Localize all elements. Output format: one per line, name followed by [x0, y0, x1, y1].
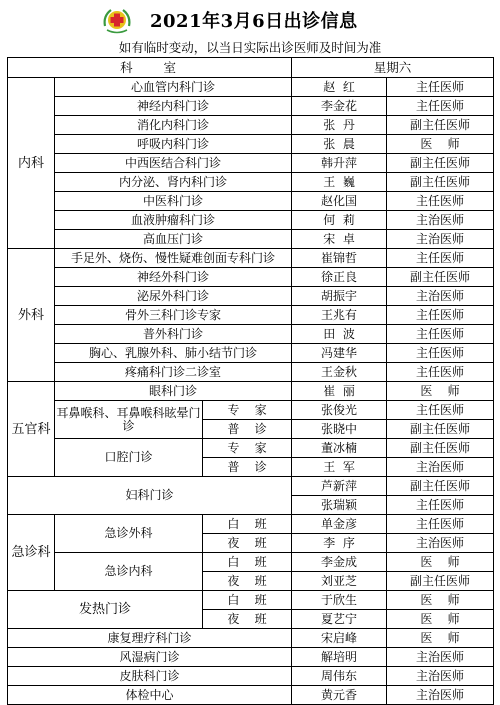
doctor-name: 张 晨 — [292, 135, 387, 154]
table-row — [8, 249, 494, 268]
clinic-type: 普 诊 — [203, 458, 292, 477]
doctor-title: 主治医师 — [387, 667, 494, 686]
table-row — [8, 230, 494, 249]
clinic-name: 皮肤科门诊 — [8, 667, 292, 686]
table-row — [8, 325, 494, 344]
shift-label: 白 班 — [203, 515, 292, 534]
doctor-title: 主治医师 — [387, 686, 494, 705]
doctor-name: 宋启峰 — [292, 629, 387, 648]
group-label: 五官科 — [8, 382, 55, 477]
doctor-title: 医 师 — [387, 553, 494, 572]
doctor-name: 冯建华 — [292, 344, 387, 363]
table-row — [8, 401, 494, 420]
doctor-title: 医 师 — [387, 382, 494, 401]
doctor-name: 张俊光 — [292, 401, 387, 420]
doctor-name: 黄元香 — [292, 686, 387, 705]
doctor-title: 副主任医师 — [387, 268, 494, 287]
clinic-name: 风湿病门诊 — [8, 648, 292, 667]
doctor-title: 副主任医师 — [387, 420, 494, 439]
day-header: 星期六 — [292, 58, 494, 78]
doctor-name: 胡振宇 — [292, 287, 387, 306]
clinic-name: 心血管内科门诊 — [55, 78, 292, 97]
doctor-title: 主治医师 — [387, 648, 494, 667]
doctor-name: 刘亚芝 — [292, 572, 387, 591]
table-row — [8, 553, 494, 572]
shift-label: 夜 班 — [203, 610, 292, 629]
table-row — [8, 268, 494, 287]
clinic-name: 急诊内科 — [55, 553, 203, 591]
table-row — [8, 192, 494, 211]
doctor-name: 王金秋 — [292, 363, 387, 382]
clinic-name: 康复理疗科门诊 — [8, 629, 292, 648]
doctor-title: 副主任医师 — [387, 477, 494, 496]
clinic-name: 呼吸内科门诊 — [55, 135, 292, 154]
doctor-title: 主任医师 — [387, 515, 494, 534]
doctor-name: 徐正良 — [292, 268, 387, 287]
doctor-title: 主任医师 — [387, 401, 494, 420]
table-row — [8, 173, 494, 192]
doctor-title: 医 师 — [387, 610, 494, 629]
table-row — [8, 382, 494, 401]
clinic-name: 体检中心 — [8, 686, 292, 705]
doctor-title: 副主任医师 — [387, 173, 494, 192]
shift-label: 白 班 — [203, 553, 292, 572]
table-row — [8, 515, 494, 534]
table-row — [8, 97, 494, 116]
doctor-name: 解培明 — [292, 648, 387, 667]
clinic-name: 骨外三科门诊专家 — [55, 306, 292, 325]
table-row — [8, 686, 494, 705]
clinic-name: 中医科门诊 — [55, 192, 292, 211]
shift-label: 夜 班 — [203, 572, 292, 591]
clinic-name: 口腔门诊 — [55, 439, 203, 477]
table-header-row — [8, 58, 494, 78]
doctor-name: 张晓中 — [292, 420, 387, 439]
doctor-name: 韩升萍 — [292, 154, 387, 173]
doctor-name: 单金彦 — [292, 515, 387, 534]
clinic-type: 专 家 — [203, 439, 292, 458]
table-row — [8, 116, 494, 135]
table-row — [8, 667, 494, 686]
notice-text: 如有临时变动，以当日实际出诊医师及时间为准 — [118, 40, 382, 55]
clinic-type: 专 家 — [203, 401, 292, 420]
doctor-name: 赵化国 — [292, 192, 387, 211]
doctor-name: 芦新萍 — [292, 477, 387, 496]
doctor-title: 主治医师 — [387, 287, 494, 306]
clinic-name: 泌尿外科门诊 — [55, 287, 292, 306]
clinic-name: 中西医结合科门诊 — [55, 154, 292, 173]
doctor-title: 医 师 — [387, 135, 494, 154]
clinic-name: 血液肿瘤科门诊 — [55, 211, 292, 230]
doctor-title: 医 师 — [387, 629, 494, 648]
shift-label: 白 班 — [203, 591, 292, 610]
doctor-name: 张瑞颖 — [292, 496, 387, 515]
clinic-type: 普 诊 — [203, 420, 292, 439]
doctor-name: 宋 卓 — [292, 230, 387, 249]
clinic-name: 疼痛科门诊二诊室 — [55, 363, 292, 382]
table-row — [8, 591, 494, 610]
doctor-name: 王 巍 — [292, 173, 387, 192]
doctor-name: 李金成 — [292, 553, 387, 572]
doctor-name: 王 军 — [292, 458, 387, 477]
clinic-name: 眼科门诊 — [55, 382, 292, 401]
doctor-name: 崔 丽 — [292, 382, 387, 401]
table-row — [8, 306, 494, 325]
doctor-name: 夏艺宁 — [292, 610, 387, 629]
doctor-title: 主治医师 — [387, 211, 494, 230]
doctor-name: 何 莉 — [292, 211, 387, 230]
doctor-name: 董冰楠 — [292, 439, 387, 458]
clinic-name: 神经内科门诊 — [55, 97, 292, 116]
clinic-name: 普外科门诊 — [55, 325, 292, 344]
table-row — [8, 211, 494, 230]
table-row — [8, 477, 494, 496]
doctor-title: 主任医师 — [387, 78, 494, 97]
clinic-name: 消化内科门诊 — [55, 116, 292, 135]
doctor-name: 李金花 — [292, 97, 387, 116]
shift-label: 夜 班 — [203, 534, 292, 553]
table-row — [8, 135, 494, 154]
clinic-name: 妇科门诊 — [8, 477, 292, 515]
doctor-title: 医 师 — [387, 591, 494, 610]
doctor-name: 于欣生 — [292, 591, 387, 610]
doctor-title: 副主任医师 — [387, 116, 494, 135]
clinic-name: 胸心、乳腺外科、肺小结节门诊 — [55, 344, 292, 363]
table-row — [8, 287, 494, 306]
doctor-title: 主治医师 — [387, 534, 494, 553]
group-label: 外科 — [8, 249, 55, 382]
page-title: 2021年3月6日出诊信息 — [150, 11, 358, 32]
clinic-name: 手足外、烧伤、慢性疑难创面专科门诊 — [55, 249, 292, 268]
doctor-name: 田 波 — [292, 325, 387, 344]
clinic-name: 内分泌、肾内科门诊 — [55, 173, 292, 192]
doctor-name: 崔锦哲 — [292, 249, 387, 268]
table-row — [8, 648, 494, 667]
doctor-title: 主治医师 — [387, 458, 494, 477]
clinic-name: 神经外科门诊 — [55, 268, 292, 287]
doctor-title: 主任医师 — [387, 97, 494, 116]
group-label: 内科 — [8, 78, 55, 249]
doctor-title: 主任医师 — [387, 249, 494, 268]
clinic-name: 发热门诊 — [8, 591, 203, 629]
table-row — [8, 154, 494, 173]
clinic-name: 耳鼻喉科、耳鼻喉科眩晕门诊 — [55, 401, 203, 439]
doctor-title: 副主任医师 — [387, 154, 494, 173]
table-row — [8, 78, 494, 97]
doctor-name: 周伟东 — [292, 667, 387, 686]
doctor-title: 主任医师 — [387, 325, 494, 344]
table-row — [8, 363, 494, 382]
doctor-title: 主任医师 — [387, 344, 494, 363]
doctor-name: 王兆有 — [292, 306, 387, 325]
doctor-title: 主任医师 — [387, 192, 494, 211]
doctor-title: 副主任医师 — [387, 439, 494, 458]
table-row — [8, 439, 494, 458]
doctor-title: 副主任医师 — [387, 572, 494, 591]
doctor-name: 赵 红 — [292, 78, 387, 97]
clinic-name: 急诊外科 — [55, 515, 203, 553]
hospital-logo-icon — [101, 6, 133, 36]
schedule-table — [7, 57, 494, 705]
clinic-name: 高血压门诊 — [55, 230, 292, 249]
doctor-title: 主治医师 — [387, 230, 494, 249]
doctor-name: 李 序 — [292, 534, 387, 553]
table-row — [8, 629, 494, 648]
doctor-title: 主任医师 — [387, 496, 494, 515]
doctor-name: 张 丹 — [292, 116, 387, 135]
doctor-title: 主任医师 — [387, 306, 494, 325]
group-label: 急诊科 — [8, 515, 55, 591]
department-header: 科 室 — [8, 58, 292, 78]
table-row — [8, 344, 494, 363]
doctor-title: 主任医师 — [387, 363, 494, 382]
